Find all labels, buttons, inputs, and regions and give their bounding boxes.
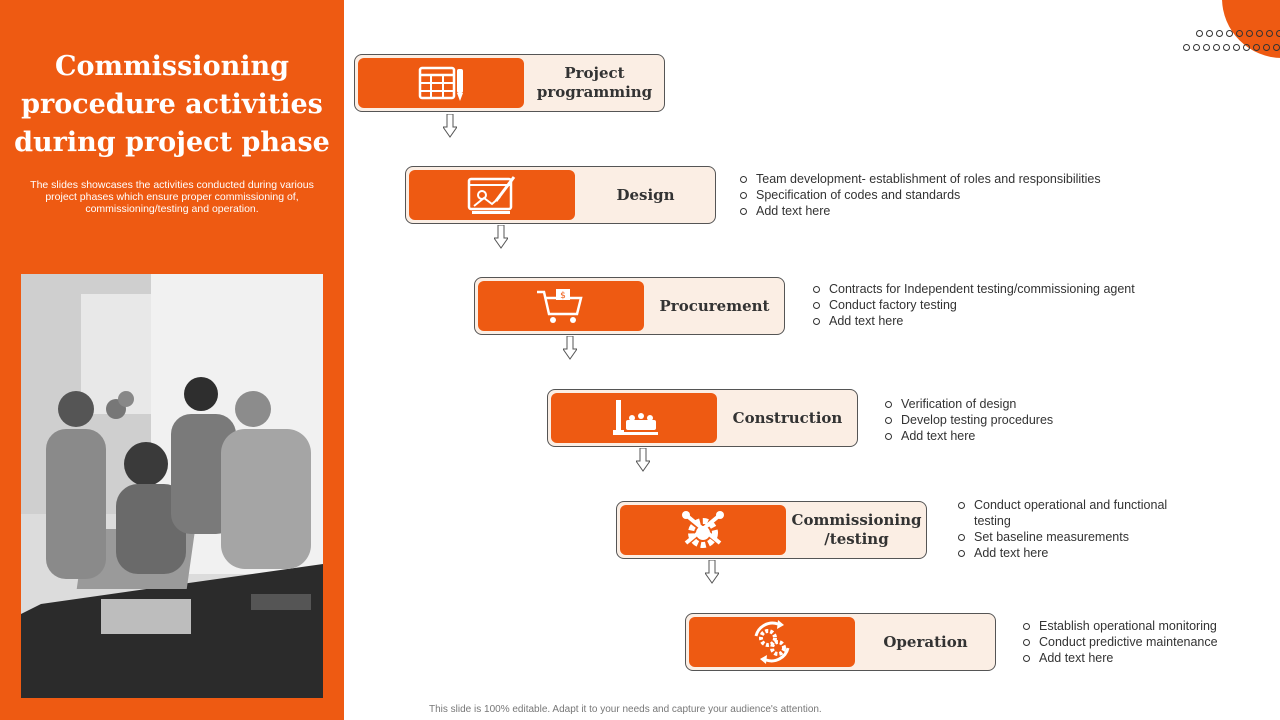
list-item: Develop testing procedures	[883, 412, 1183, 428]
down-arrow-icon	[563, 336, 577, 360]
step-project-programming	[354, 54, 665, 112]
step-label: Construction	[732, 408, 843, 427]
down-arrow-icon	[494, 225, 508, 249]
wrench-gear-icon	[678, 509, 728, 551]
step-commissioning-testing	[616, 501, 927, 559]
list-item: Conduct factory testing	[811, 297, 1211, 313]
step-label: Design	[616, 185, 675, 204]
list-item: Contracts for Independent testing/commissioning agent	[811, 281, 1211, 297]
down-arrow-icon	[636, 448, 650, 472]
commissioning-bullet-list	[956, 497, 1196, 561]
construction-tools-icon	[608, 398, 660, 438]
shopping-cart-icon	[535, 286, 587, 326]
step-label: Procurement	[659, 296, 770, 315]
team-photo	[21, 274, 323, 698]
page-title: Commissioning procedure activities during project phase	[14, 51, 330, 158]
step-icon-box	[689, 617, 855, 667]
procurement-bullet-list	[811, 281, 1211, 329]
down-arrow-icon	[705, 560, 719, 584]
sidebar-panel	[0, 0, 344, 720]
gears-cycle-icon	[748, 620, 796, 664]
list-item: Add text here	[1021, 650, 1271, 666]
step-procurement	[474, 277, 785, 335]
step-construction	[547, 389, 858, 447]
list-item: Conduct operational and functional testing	[956, 497, 1196, 529]
list-item: Add text here	[811, 313, 1211, 329]
list-item: Team development- establishment of roles and responsibilities	[738, 171, 1158, 187]
list-item: Conduct predictive maintenance	[1021, 634, 1271, 650]
step-icon-box	[358, 58, 524, 108]
list-item: Establish operational monitoring	[1021, 618, 1271, 634]
step-design	[405, 166, 716, 224]
design-bullet-list	[738, 171, 1158, 219]
step-label: Operation	[883, 632, 968, 651]
list-item: Add text here	[956, 545, 1196, 561]
down-arrow-icon	[443, 114, 457, 138]
footer-note: This slide is 100% editable. Adapt it to your needs and capture your audience's attention.	[429, 704, 822, 715]
step-icon-box	[409, 170, 575, 220]
step-label: Project programming	[536, 64, 653, 101]
design-board-icon	[466, 175, 518, 215]
page-subtitle: The slides showcases the activities conducted during various project phases which ensure proper commissioning of, commissioning/testing and operation.	[30, 179, 314, 215]
step-icon-box	[478, 281, 644, 331]
list-item: Add text here	[738, 203, 1158, 219]
calendar-icon	[416, 63, 466, 103]
step-icon-box	[551, 393, 717, 443]
list-item: Set baseline measurements	[956, 529, 1196, 545]
list-item: Verification of design	[883, 396, 1183, 412]
list-item: Add text here	[883, 428, 1183, 444]
step-label: Commissioning /testing	[791, 511, 922, 548]
step-operation	[685, 613, 996, 671]
operation-bullet-list	[1021, 618, 1271, 666]
svg-text:$: $	[560, 291, 566, 301]
decorative-dots	[1183, 44, 1280, 51]
decorative-dots	[1196, 30, 1280, 37]
list-item: Specification of codes and standards	[738, 187, 1158, 203]
construction-bullet-list	[883, 396, 1183, 444]
step-icon-box	[620, 505, 786, 555]
